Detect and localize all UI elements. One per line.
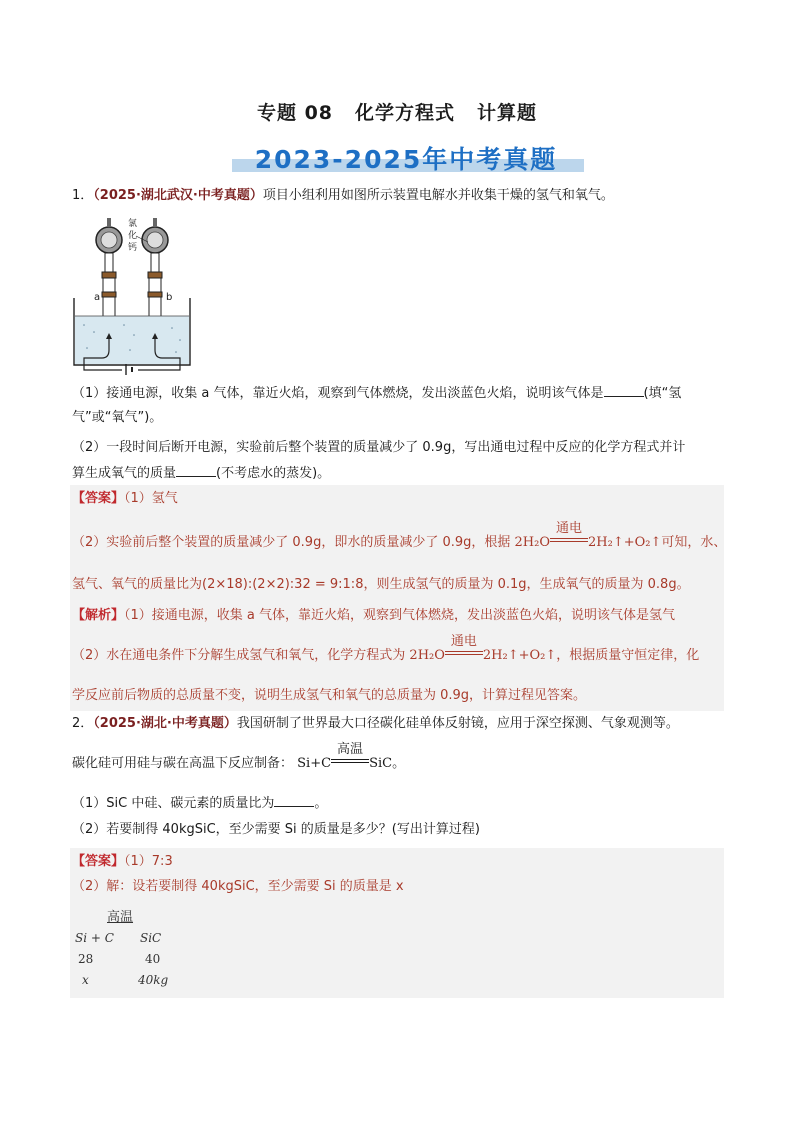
q2-part2: （2）若要制得 40kgSiC，至少需要 Si 的质量是多少？(写出计算过程) bbox=[72, 822, 480, 837]
title-topic: 化学方程式 bbox=[355, 102, 456, 124]
q1-number: 1． bbox=[72, 188, 94, 203]
q1-part2-blank bbox=[176, 464, 216, 477]
q2-calc-40kg: 40kg bbox=[138, 973, 169, 987]
q1-part1-line1 bbox=[72, 384, 681, 404]
q1-analysis-tag: 【解析】 bbox=[72, 608, 125, 623]
q1-equation-right: 2H₂↑+O₂↑ bbox=[588, 535, 662, 550]
q1-stem-text: 项目小组利用如图所示装置电解水并收集干燥的氢气和氧气。 bbox=[262, 188, 614, 203]
q2-answer-line1 bbox=[72, 852, 173, 872]
q2-answer-line2: （2）解：设若要制得 40kgSiC，至少需要 Si 的质量是 x bbox=[72, 879, 404, 894]
q1-answer-2-end: 可知，水、 bbox=[661, 535, 727, 550]
q2-number: 2． bbox=[72, 716, 94, 731]
drying-tube-right bbox=[142, 218, 168, 273]
q1-analysis-equation-left: 2H₂O bbox=[409, 648, 445, 663]
drying-tube-left bbox=[96, 218, 122, 273]
figure-label-char-1: 氯 bbox=[128, 219, 138, 229]
q1-answer-2-text: （2）实验前后整个装置的质量减少了 0.9g，即水的质量减少了 0.9g，根据 bbox=[72, 535, 511, 550]
q1-part1-blank bbox=[604, 384, 644, 397]
q2-calc-condition: 高温 bbox=[107, 910, 134, 925]
q1-part1-hint: (填“氢 bbox=[643, 386, 682, 401]
figure-label-char-3: 钙 bbox=[128, 243, 138, 253]
q1-answer-line2 bbox=[72, 521, 727, 553]
q2-calc-x: x bbox=[82, 973, 89, 987]
figure-label-b: b bbox=[166, 292, 173, 303]
figure-label-a: a bbox=[94, 292, 101, 303]
q2-answer-1: （1）7:3 bbox=[124, 854, 173, 869]
q1-part2-line1: （2）一段时间后断开电源，实验前后整个装置的质量减少了 0.9g，写出通电过程中反应的化学方程式并计 bbox=[72, 440, 686, 455]
q1-answer-1: （1）氢气 bbox=[124, 491, 178, 506]
q2-part1-end: 。 bbox=[314, 796, 328, 811]
q1-part1-text: （1）接通电源，收集 a 气体，靠近火焰，观察到气体燃烧，发出淡蓝色火焰，说明该气体是 bbox=[72, 386, 604, 401]
q1-part1-line2: 气”或“氧气”)。 bbox=[72, 410, 163, 425]
q2-equation-condition bbox=[331, 742, 369, 774]
q1-answer-tag: 【答案】 bbox=[72, 491, 125, 506]
q1-equation-left: 2H₂O bbox=[514, 535, 551, 550]
q1-analysis-line2 bbox=[72, 634, 700, 666]
q2-answer-tag: 【答案】 bbox=[72, 854, 125, 869]
electrolysis-apparatus-figure bbox=[72, 210, 192, 375]
q1-analysis-equation-condition bbox=[445, 634, 483, 666]
q1-analysis-line1 bbox=[72, 606, 675, 626]
q1-analysis-line3: 学反应前后物质的总质量不变，说明生成氢气和氧气的总质量为 0.9g，计算过程见答案。 bbox=[72, 688, 587, 703]
q1-part2-text: 算生成氧气的质量 bbox=[72, 466, 177, 481]
q2-stem2-text: 碳化硅可用硅与碳在高温下反应制备： bbox=[72, 756, 294, 771]
q1-answer-line1 bbox=[72, 489, 178, 509]
q2-stem bbox=[72, 714, 679, 734]
q1-condition-label: 通电 bbox=[556, 521, 583, 536]
q2-part1-text: （1）SiC 中硅、碳元素的质量比为 bbox=[72, 796, 275, 811]
q2-equation-left: Si+C bbox=[297, 756, 332, 771]
q1-analysis-equation-right: 2H₂↑+O₂↑ bbox=[482, 648, 557, 663]
q1-analysis-1: （1）接通电源，收集 a 气体，靠近火焰，观察到气体燃烧，发出淡蓝色火焰，说明该气体是氢气 bbox=[124, 608, 676, 623]
q1-analysis-condition-label: 通电 bbox=[450, 634, 477, 649]
q2-calc-left: Si + C bbox=[75, 931, 114, 945]
q1-analysis-2-end: ，根据质量守恒定律，化 bbox=[556, 648, 700, 663]
q2-part1-blank bbox=[274, 794, 314, 807]
q1-source: （2025·湖北武汉·中考真题） bbox=[93, 188, 263, 203]
q1-part2-note: (不考虑水的蒸发)。 bbox=[216, 466, 331, 481]
q1-answer-block bbox=[70, 485, 727, 711]
page-title bbox=[0, 98, 794, 125]
q2-condition-label: 高温 bbox=[337, 742, 364, 757]
year-banner bbox=[226, 140, 586, 174]
q1-part2-line2 bbox=[72, 464, 330, 484]
q1-equation-condition bbox=[550, 521, 588, 553]
q2-calc-mass-right: 40 bbox=[145, 952, 161, 966]
q1-answer-line3: 氢气、氧气的质量比为(2×18):(2×2):32 = 9:1:8，则生成氢气的质量为 0.1g，生成氧气的质量为 0.8g。 bbox=[72, 577, 690, 592]
q2-part1 bbox=[72, 794, 327, 814]
q1-analysis-2-text: （2）水在通电条件下分解生成氢气和氧气，化学方程式为 bbox=[72, 648, 406, 663]
title-subtopic: 计算题 bbox=[477, 102, 538, 124]
q1-stem bbox=[72, 186, 614, 206]
q2-source: （2025·湖北·中考真题） bbox=[93, 716, 237, 731]
banner-text: 2023-2025年中考真题 bbox=[254, 145, 558, 174]
q2-calc-mass-left: 28 bbox=[78, 952, 94, 966]
title-topic-number: 专题 08 bbox=[256, 102, 334, 124]
q2-equation-right: SiC bbox=[369, 756, 393, 771]
q2-stem-line2 bbox=[72, 742, 406, 774]
water bbox=[75, 316, 189, 364]
q2-stem-text: 我国研制了世界最大口径碳化硅单体反射镜，应用于深空探测、气象观测等。 bbox=[236, 716, 679, 731]
figure-label-char-2: 化 bbox=[128, 231, 138, 241]
q2-stem2-end: 。 bbox=[392, 756, 406, 771]
q2-calc-right: SiC bbox=[140, 931, 162, 945]
